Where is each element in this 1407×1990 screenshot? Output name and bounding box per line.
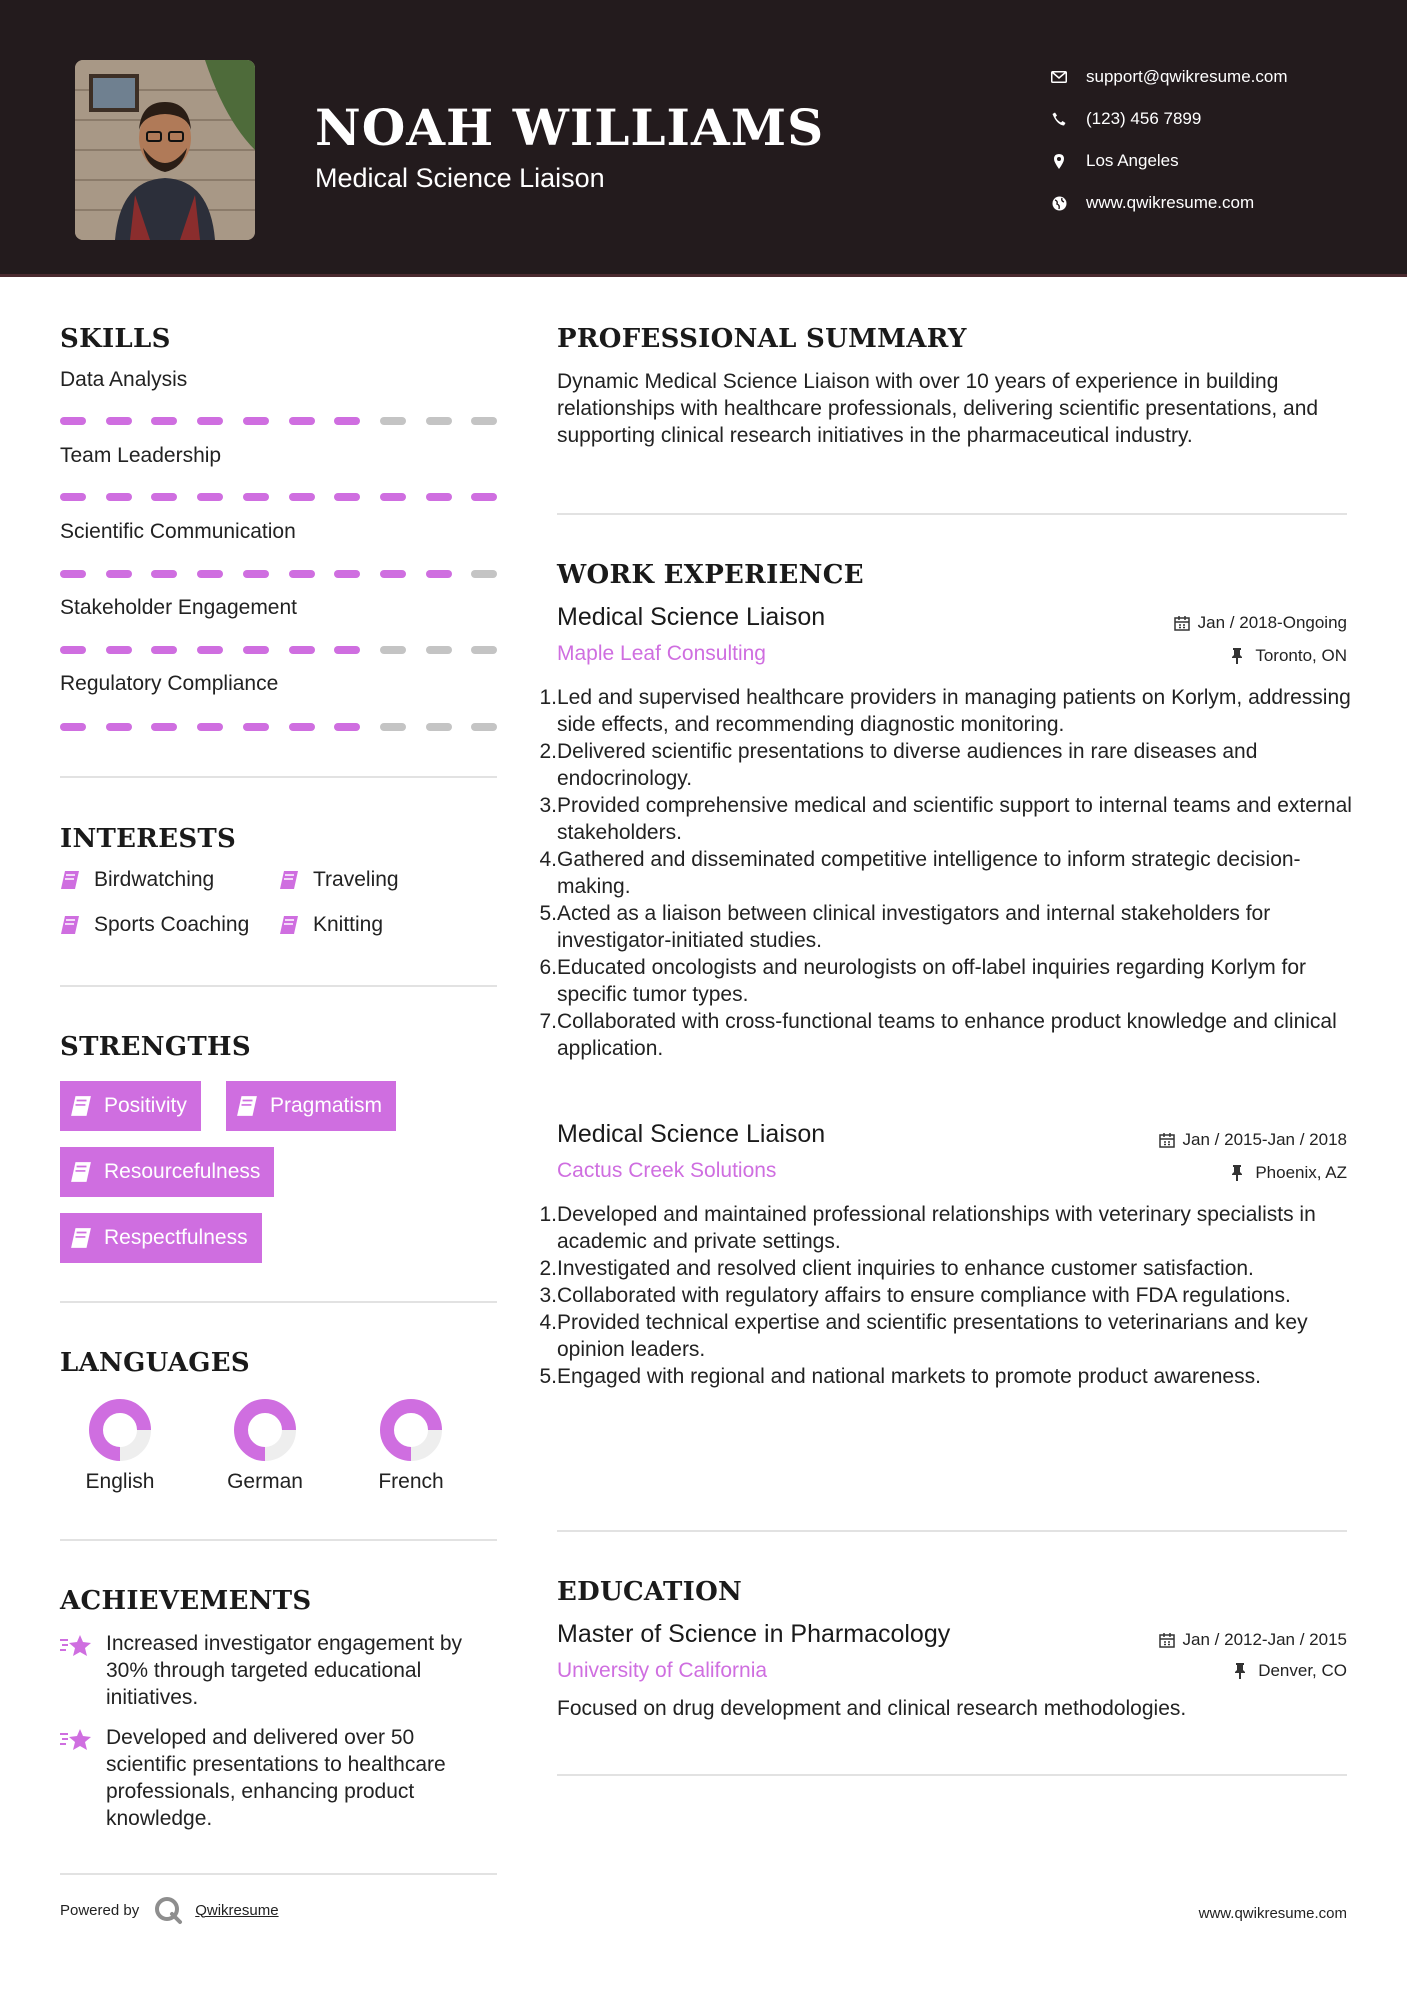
- skill-segment: [60, 417, 86, 425]
- bullet-text: Led and supervised healthcare providers in managing patients on Korlym, addressing side effects, and recommending diagnostic monitoring.: [557, 686, 1351, 736]
- skill-segment: [289, 646, 315, 654]
- section-divider: [60, 1873, 497, 1875]
- contact-phone-text: (123) 456 7899: [1086, 109, 1202, 128]
- skill-segment: [334, 493, 360, 501]
- skill-segment: [197, 417, 223, 425]
- skill-segment: [426, 570, 452, 578]
- skill-name: Team Leadership: [60, 444, 222, 467]
- skill-segment: [60, 570, 86, 578]
- language-name: English: [85, 1470, 155, 1493]
- job-dates-text: Jan / 2018-Ongoing: [1197, 613, 1347, 632]
- globe-icon: [1050, 194, 1068, 212]
- contact-email-text: support@qwikresume.com: [1086, 67, 1288, 86]
- skill-segment: [197, 570, 223, 578]
- skill-segment: [151, 417, 177, 425]
- contact-list: [1050, 56, 1288, 224]
- book-icon: [60, 870, 80, 890]
- shooting-star-icon: [60, 1726, 92, 1754]
- skill-segment: [471, 570, 497, 578]
- bullet-number: 6.: [539, 956, 557, 979]
- job-bullet: [539, 954, 1357, 1008]
- contact-website-text: www.qwikresume.com: [1086, 193, 1255, 212]
- bullet-text: Provided technical expertise and scientific presentations to veterinarians and key opinion leaders.: [557, 1311, 1308, 1361]
- contact-location: [1050, 140, 1288, 182]
- pushpin-icon: [1231, 648, 1247, 664]
- strengths-heading: STRENGTHS: [60, 1032, 251, 1062]
- skill-segment: [106, 646, 132, 654]
- interest-label: Knitting: [313, 913, 384, 936]
- language-level-ring: [88, 1398, 152, 1462]
- education-heading: EDUCATION: [557, 1577, 743, 1607]
- calendar-icon: [1159, 1132, 1175, 1148]
- strength-tag: [60, 1147, 274, 1197]
- job-dates-text: Jan / 2015-Jan / 2018: [1182, 1130, 1347, 1149]
- skill-segment: [243, 646, 269, 654]
- bullet-text: Investigated and resolved client inquiries to enhance customer satisfaction.: [557, 1257, 1254, 1280]
- bullet-number: 2.: [539, 740, 557, 763]
- bullet-text: Acted as a liaison between clinical investigators and internal stakeholders for investigator-initiated studies.: [557, 902, 1271, 952]
- job-location: [1231, 646, 1347, 666]
- bullet-text: Delivered scientific presentations to diverse audiences in rare diseases and endocrinology.: [557, 740, 1258, 790]
- language-item: [205, 1398, 325, 1494]
- job-location-text: Toronto, ON: [1255, 646, 1347, 665]
- section-divider: [60, 1539, 497, 1541]
- section-divider: [557, 1774, 1347, 1776]
- job-title: Medical Science Liaison: [557, 1120, 826, 1148]
- job-bullets: [539, 684, 1357, 1062]
- bullet-text: Collaborated with regulatory affairs to ensure compliance with FDA regulations.: [557, 1284, 1291, 1307]
- company-name: Maple Leaf Consulting: [557, 642, 766, 665]
- envelope-icon: [1050, 68, 1068, 86]
- footer-powered-by: [60, 1895, 279, 1925]
- language-level-ring: [233, 1398, 297, 1462]
- book-icon: [70, 1227, 92, 1249]
- interest-item: [279, 913, 383, 937]
- job-bullet: [539, 900, 1357, 954]
- skill-rating-bar: [60, 493, 497, 501]
- summary-text: Dynamic Medical Science Liaison with over 10 years of experience in building relationships with healthcare professionals, delivering scientific presentations, and supporting clinical research initiatives in the pharmaceutical industry.: [557, 370, 1319, 447]
- skill-segment: [380, 417, 406, 425]
- skill-segment: [197, 723, 223, 731]
- skill-segment: [380, 570, 406, 578]
- interest-item: [60, 868, 214, 892]
- bullet-number: 1.: [539, 1203, 557, 1226]
- bullet-text: Gathered and disseminated competitive intelligence to inform strategic decision-making.: [557, 848, 1301, 898]
- job-bullet: [539, 1363, 1357, 1390]
- interests-heading: INTERESTS: [60, 824, 237, 854]
- skill-segment: [197, 493, 223, 501]
- achievement-item: [60, 1630, 500, 1711]
- section-divider: [557, 513, 1347, 515]
- summary-heading: PROFESSIONAL SUMMARY: [557, 324, 967, 354]
- skill-segment: [426, 723, 452, 731]
- skill-segment: [289, 723, 315, 731]
- skill-segment: [197, 646, 223, 654]
- section-divider: [557, 1530, 1347, 1532]
- skill-segment: [334, 570, 360, 578]
- education-description: Focused on drug development and clinical research methodologies.: [557, 1697, 1187, 1720]
- strength-label: Respectfulness: [104, 1226, 248, 1249]
- skill-segment: [380, 493, 406, 501]
- skill-segment: [106, 570, 132, 578]
- skill-segment: [426, 417, 452, 425]
- pushpin-icon: [1234, 1663, 1250, 1679]
- education-dates: [1159, 1630, 1347, 1650]
- calendar-icon: [1174, 615, 1190, 631]
- achievement-text: Increased investigator engagement by 30% through targeted educational initiatives.: [106, 1632, 463, 1709]
- bullet-text: Developed and maintained professional relationships with veterinary specialists in academic and private settings.: [557, 1203, 1316, 1253]
- bullet-number: 5.: [539, 1365, 557, 1388]
- skill-name: Stakeholder Engagement: [60, 596, 297, 619]
- experience-heading: WORK EXPERIENCE: [557, 560, 864, 590]
- skill-segment: [60, 723, 86, 731]
- contact-email[interactable]: [1050, 56, 1288, 98]
- skill-segment: [380, 646, 406, 654]
- interest-item: [279, 868, 399, 892]
- skill-segment: [60, 493, 86, 501]
- skill-segment: [106, 417, 132, 425]
- book-icon: [70, 1161, 92, 1183]
- skill-segment: [471, 493, 497, 501]
- qwikresume-logo-icon: [153, 1895, 183, 1925]
- footer-website[interactable]: www.qwikresume.com: [1198, 1905, 1347, 1922]
- bullet-text: Engaged with regional and national markets to promote product awareness.: [557, 1365, 1261, 1388]
- company-name: Cactus Creek Solutions: [557, 1159, 777, 1182]
- skill-segment: [471, 417, 497, 425]
- bullet-number: 4.: [539, 1311, 557, 1334]
- book-icon: [60, 915, 80, 935]
- profile-photo: [75, 60, 255, 240]
- calendar-icon: [1159, 1632, 1175, 1648]
- pushpin-icon: [1231, 1165, 1247, 1181]
- job-bullets: [539, 1201, 1357, 1390]
- skill-name: Scientific Communication: [60, 520, 296, 543]
- language-name: French: [378, 1470, 444, 1493]
- skill-rating-bar: [60, 570, 497, 578]
- school-name: University of California: [557, 1659, 768, 1682]
- powered-by-label: Powered by: [60, 1901, 140, 1919]
- book-icon: [279, 870, 299, 890]
- bullet-number: 1.: [539, 686, 557, 709]
- contact-location-text: Los Angeles: [1086, 151, 1179, 170]
- degree-title: Master of Science in Pharmacology: [557, 1620, 951, 1648]
- job-bullet: [539, 684, 1357, 738]
- skill-name: Data Analysis: [60, 368, 188, 391]
- bullet-number: 5.: [539, 902, 557, 925]
- interest-item: [60, 913, 249, 937]
- language-name: German: [227, 1470, 303, 1493]
- strength-label: Resourcefulness: [104, 1160, 261, 1183]
- section-divider: [60, 985, 497, 987]
- interest-label: Traveling: [313, 868, 399, 891]
- skill-segment: [60, 646, 86, 654]
- strength-tag: [226, 1081, 396, 1131]
- skill-segment: [334, 723, 360, 731]
- job-bullet: [539, 1282, 1357, 1309]
- bullet-number: 4.: [539, 848, 557, 871]
- language-item: [351, 1398, 471, 1494]
- skill-segment: [243, 723, 269, 731]
- bullet-text: Educated oncologists and neurologists on off-label inquiries regarding Korlym for specific tumor types.: [557, 956, 1307, 1006]
- strength-tag: [60, 1081, 201, 1131]
- skill-segment: [426, 493, 452, 501]
- skill-segment: [471, 723, 497, 731]
- strength-label: Pragmatism: [270, 1094, 383, 1117]
- skill-segment: [380, 723, 406, 731]
- achievements-heading: ACHIEVEMENTS: [60, 1586, 312, 1616]
- header-divider: [0, 274, 1407, 277]
- achievement-item: [60, 1724, 500, 1832]
- bullet-number: 3.: [539, 794, 557, 817]
- skill-segment: [106, 723, 132, 731]
- skill-segment: [334, 646, 360, 654]
- section-divider: [60, 1301, 497, 1303]
- skill-segment: [334, 417, 360, 425]
- skill-segment: [151, 646, 177, 654]
- qwikresume-link[interactable]: Qwikresume: [195, 1901, 279, 1919]
- skill-segment: [151, 570, 177, 578]
- skill-segment: [289, 493, 315, 501]
- bullet-number: 3.: [539, 1284, 557, 1307]
- skill-segment: [151, 493, 177, 501]
- skills-heading: SKILLS: [60, 324, 171, 354]
- job-bullet: [539, 1309, 1357, 1363]
- job-bullet: [539, 1201, 1357, 1255]
- job-location-text: Phoenix, AZ: [1255, 1163, 1347, 1182]
- job-title: Medical Science Liaison: [557, 603, 826, 631]
- skill-segment: [243, 493, 269, 501]
- interest-label: Sports Coaching: [94, 913, 250, 936]
- skill-segment: [289, 570, 315, 578]
- bullet-text: Collaborated with cross-functional teams to enhance product knowledge and clinical application.: [557, 1010, 1337, 1060]
- skill-rating-bar: [60, 646, 497, 654]
- skill-segment: [289, 417, 315, 425]
- skill-segment: [243, 570, 269, 578]
- skill-segment: [243, 417, 269, 425]
- job-bullet: [539, 1255, 1357, 1282]
- shooting-star-icon: [60, 1632, 92, 1660]
- skill-segment: [151, 723, 177, 731]
- job-bullet: [539, 1008, 1357, 1062]
- contact-phone[interactable]: [1050, 98, 1288, 140]
- phone-icon: [1050, 110, 1068, 128]
- skill-segment: [426, 646, 452, 654]
- interest-label: Birdwatching: [94, 868, 215, 891]
- skill-segment: [106, 493, 132, 501]
- bullet-number: 2.: [539, 1257, 557, 1280]
- education-location-text: Denver, CO: [1258, 1661, 1347, 1680]
- job-dates: [1159, 1130, 1347, 1150]
- section-divider: [60, 776, 497, 778]
- job-bullet: [539, 792, 1357, 846]
- strength-label: Positivity: [104, 1094, 187, 1117]
- bullet-text: Provided comprehensive medical and scientific support to internal teams and external stakeholders.: [557, 794, 1352, 844]
- strength-tag: [60, 1213, 262, 1263]
- skill-rating-bar: [60, 723, 497, 731]
- education-location: [1234, 1661, 1347, 1681]
- book-icon: [70, 1095, 92, 1117]
- achievement-text: Developed and delivered over 50 scientific presentations to healthcare professionals, enhancing product knowledge.: [106, 1726, 446, 1830]
- job-bullet: [539, 846, 1357, 900]
- contact-website[interactable]: [1050, 182, 1288, 224]
- candidate-title: Medical Science Liaison: [315, 163, 605, 193]
- language-item: [60, 1398, 180, 1494]
- education-dates-text: Jan / 2012-Jan / 2015: [1182, 1630, 1347, 1649]
- book-icon: [236, 1095, 258, 1117]
- candidate-name: NOAH WILLIAMS: [315, 98, 825, 157]
- location-pin-icon: [1050, 152, 1068, 170]
- job-location: [1231, 1163, 1347, 1183]
- skill-name: Regulatory Compliance: [60, 672, 279, 695]
- languages-heading: LANGUAGES: [60, 1348, 250, 1378]
- job-bullet: [539, 738, 1357, 792]
- language-level-ring: [379, 1398, 443, 1462]
- job-dates: [1174, 613, 1347, 633]
- skill-rating-bar: [60, 417, 497, 425]
- bullet-number: 7.: [539, 1010, 557, 1033]
- book-icon: [279, 915, 299, 935]
- skill-segment: [471, 646, 497, 654]
